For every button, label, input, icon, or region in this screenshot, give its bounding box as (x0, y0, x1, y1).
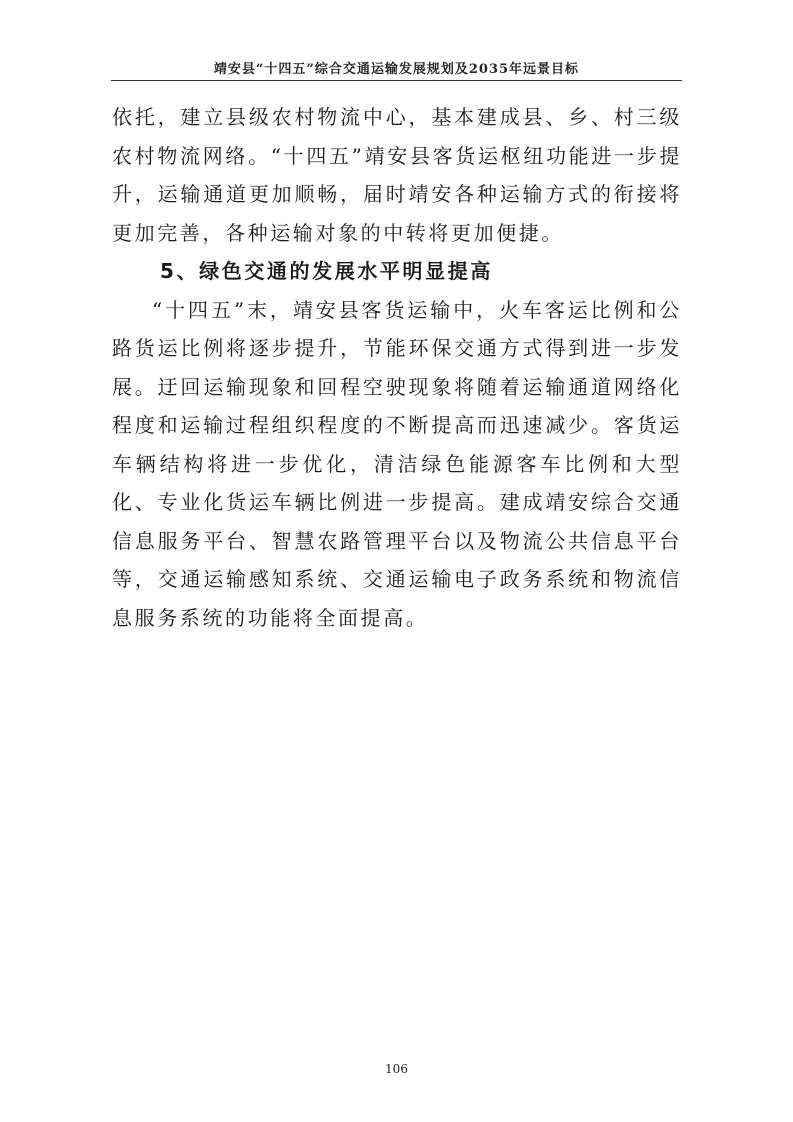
page-number: 106 (385, 1062, 408, 1076)
page-header-title: 靖安县“十四五”综合交通运输发展规划及2035年远景目标 (213, 62, 580, 77)
section-heading: 5、绿色交通的发展水平明显提高 (160, 259, 493, 283)
body-paragraph: “十四五”末，靖安县客货运输中，火车客运比例和公路货运比例将逐步提升，节能环保交通方式得到进一步发展。迂回运输现象和回程空驶现象将随着运输通道网络化程度和运输过程组织程度的不断提高而迅速减少。客货运车辆结构将进一步优化，清洁绿色能源客车比例和大型化、专业化货运车辆比例进一步提高。建成靖安综合交通信息服务平台、智慧农路管理平台以及物流公共信息平台等，交通运输感知系统、交通运输电子政务系统和物流信息服务系统的功能将全面提高。 (112, 297, 682, 630)
header-rule (111, 80, 682, 81)
document-body (112, 98, 682, 637)
body-paragraph: 依托，建立县级农村物流中心，基本建成县、乡、村三级农村物流网络。“十四五”靖安县客货运枢纽功能进一步提升，运输通道更加顺畅，届时靖安各种运输方式的衔接将更加完善，各种运输对象的中转将更加便捷。 (112, 105, 682, 245)
